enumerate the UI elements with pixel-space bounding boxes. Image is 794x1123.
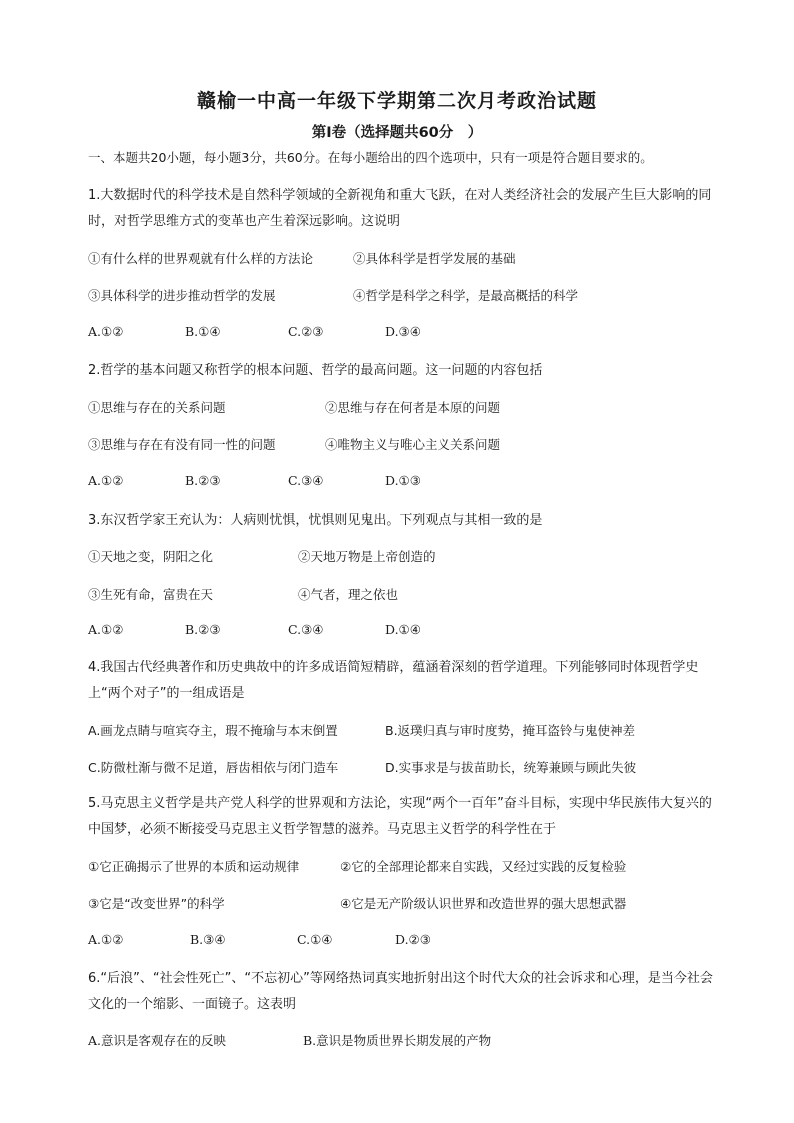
q4-choice-b[interactable]: B.返璞归真与审时度势，掩耳盗铃与鬼使神差: [385, 723, 636, 738]
q3-choice-d[interactable]: D.①④: [385, 622, 421, 637]
q2-choice-b[interactable]: B.②③: [185, 473, 221, 488]
question-3-stem: 3.东汉哲学家王充认为：人病则忧惧，忧惧则见鬼出。下列观点与其相一致的是: [88, 513, 543, 528]
q2-statement-2: ②思维与存在何者是本原的问题: [325, 400, 501, 415]
question-1-stem: 1.大数据时代的科学技术是自然科学领域的全新视角和重大飞跃，在对人类经济社会的发展产生巨大影响的同时，对哲学思维方式的变革也产生着深远影响。这说明: [88, 188, 712, 229]
q3-choice-b[interactable]: B.②③: [185, 622, 221, 637]
q3-statement-4: ④气者，理之依也: [298, 587, 399, 602]
q2-choice-a[interactable]: A.①②: [88, 473, 124, 488]
q1-statement-2: ②具体科学是哲学发展的基础: [353, 251, 516, 266]
q1-statement-4: ④哲学是科学之科学，是最高概括的科学: [353, 288, 579, 303]
question-6-stem: 6.“后浪”、“社会性死亡”、“不忘初心”等网络热词真实地折射出这个时代大众的社会诉求和心理，是当今社会文化的一个缩影、一面镜子。这表明: [88, 971, 713, 1012]
question-4-stem: 4.我国古代经典著作和历史典故中的许多成语简短精辟，蕴涵着深刻的哲学道理。下列能够同时体现哲学史上“两个对子”的一组成语是: [88, 660, 699, 701]
q1-choice-c[interactable]: C.②③: [288, 324, 324, 339]
question-5-stem: 5.马克思主义哲学是共产党人科学的世界观和方法论，实现“两个一百年”奋斗目标，实现中华民族伟大复兴的中国梦，必须不断接受马克思主义哲学智慧的滋养。马克思主义哲学的科学性在于: [88, 796, 712, 837]
q4-choice-d[interactable]: D.实事求是与拔苗助长，统筹兼顾与顾此失彼: [385, 760, 637, 775]
q5-choice-d[interactable]: D.②③: [395, 932, 431, 947]
q6-choice-a[interactable]: A.意识是客观存在的反映: [88, 1033, 227, 1048]
q2-statement-3: ③思维与存在有没有同一性的问题: [88, 437, 276, 452]
q5-statement-3: ③它是“改变世界”的科学: [88, 896, 225, 911]
q1-statement-1: ①有什么样的世界观就有什么样的方法论: [88, 251, 314, 266]
q3-statement-3: ③生死有命，富贵在天: [88, 587, 214, 602]
q6-choice-b[interactable]: B.意识是物质世界长期发展的产物: [303, 1033, 492, 1048]
q1-statement-3: ③具体科学的进步推动哲学的发展: [88, 288, 276, 303]
q5-choice-c[interactable]: C.①④: [297, 932, 333, 947]
exam-title: 赣榆一中高一年级下学期第二次月考政治试题: [196, 90, 597, 112]
question-2-stem: 2.哲学的基本问题又称哲学的根本问题、哲学的最高问题。这一问题的内容包括: [88, 363, 543, 378]
q2-statement-4: ④唯物主义与唯心主义关系问题: [325, 437, 501, 452]
q1-choice-a[interactable]: A.①②: [88, 324, 124, 339]
q5-choice-a[interactable]: A.①②: [88, 932, 124, 947]
q2-statement-1: ①思维与存在的关系问题: [88, 400, 226, 415]
q3-statement-1: ①天地之变，阴阳之化: [88, 549, 214, 564]
q4-choice-a[interactable]: A.画龙点睛与喧宾夺主，瑕不掩瑜与本末倒置: [88, 723, 338, 738]
q5-statement-4: ④它是无产阶级认识世界和改造世界的强大思想武器: [340, 896, 627, 911]
q3-choice-c[interactable]: C.③④: [288, 622, 324, 637]
q5-statement-1: ①它正确揭示了世界的本质和运动规律: [88, 859, 300, 874]
section-instruction: 一、本题共20小题，每小题3分，共60分。在每小题给出的四个选项中，只有一项是符合题目要求的。: [88, 150, 653, 165]
q1-choice-b[interactable]: B.①④: [185, 324, 221, 339]
q4-choice-c[interactable]: C.防微杜渐与微不足道，唇齿相依与闭门造车: [88, 760, 339, 775]
section-heading: 第Ⅰ卷（选择题共60分 ）: [311, 125, 483, 141]
q5-statement-2: ②它的全部理论都来自实践，又经过实践的反复检验: [340, 859, 627, 874]
q2-choice-c[interactable]: C.③④: [288, 473, 324, 488]
q3-statement-2: ②天地万物是上帝创造的: [298, 549, 436, 564]
q5-choice-b[interactable]: B.③④: [190, 932, 226, 947]
q1-choice-d[interactable]: D.③④: [385, 324, 421, 339]
q2-choice-d[interactable]: D.①③: [385, 473, 421, 488]
q3-choice-a[interactable]: A.①②: [88, 622, 124, 637]
